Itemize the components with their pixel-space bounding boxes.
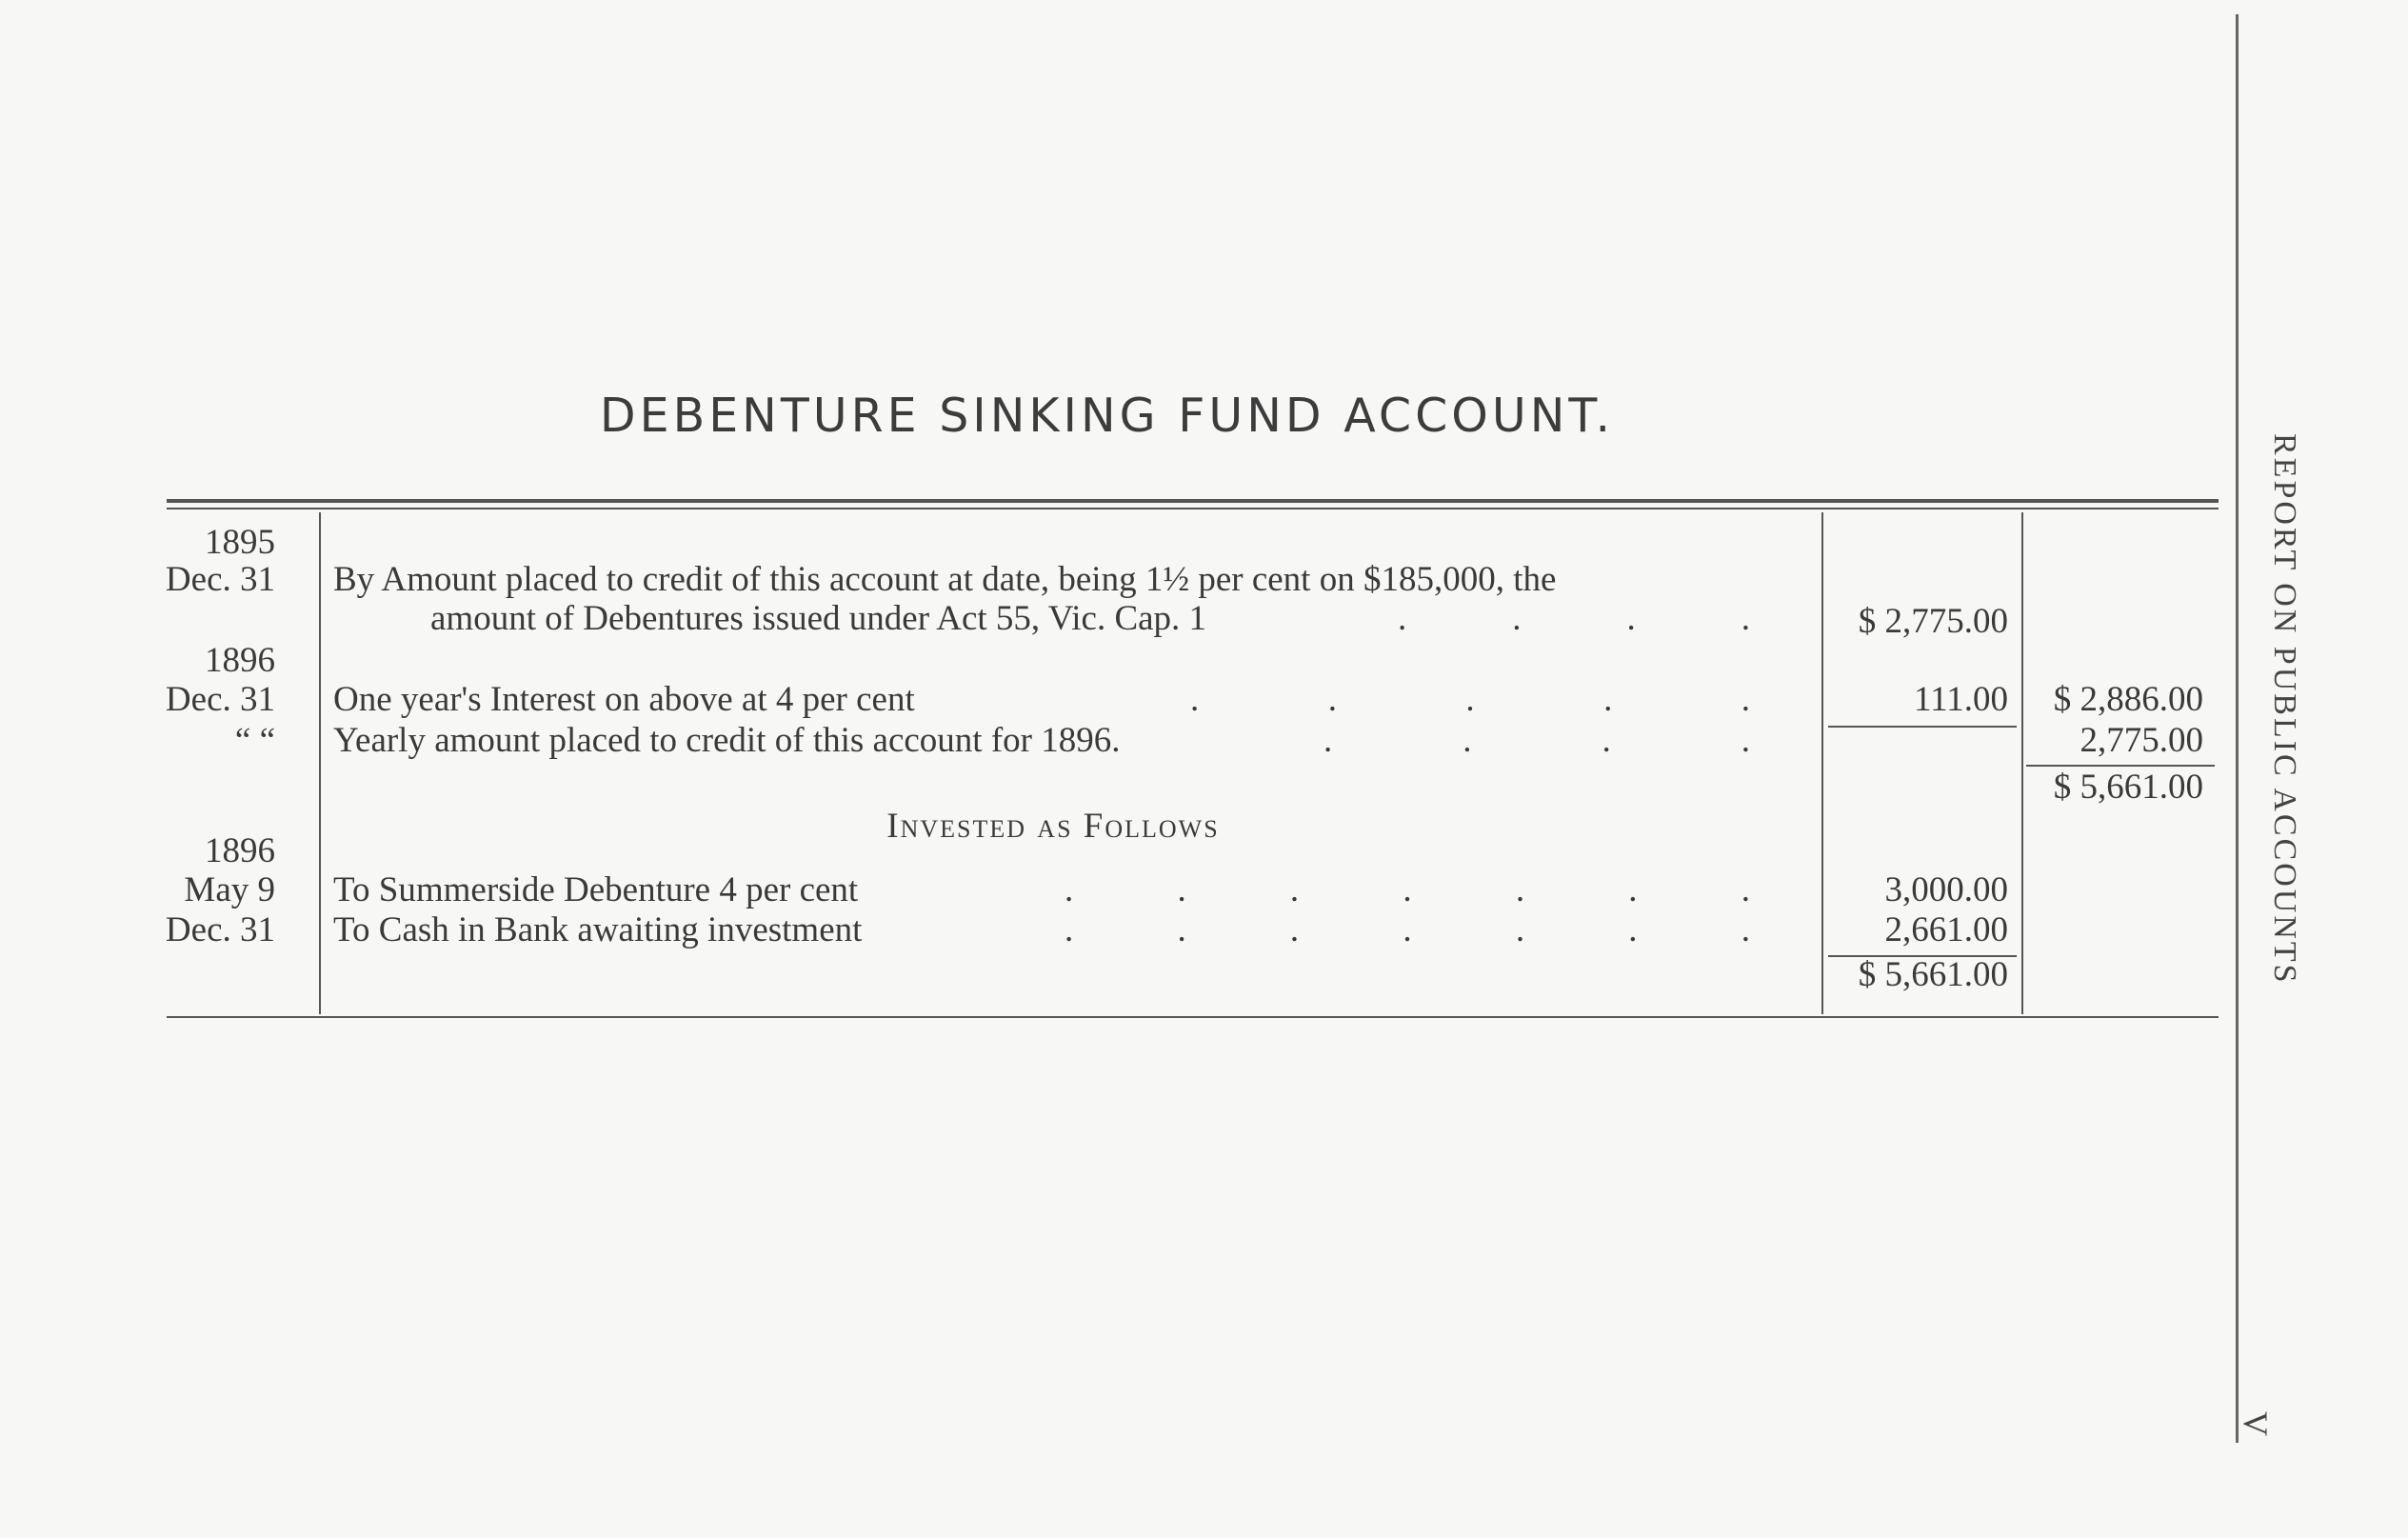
investment-description: To Cash in Bank awaiting investment	[333, 910, 863, 949]
entry-total: 2,775.00	[2080, 721, 2203, 760]
entry-description-line2: amount of Debentures issued under Act 55, Vic. Cap. 1	[430, 599, 1207, 638]
bottom-rule	[167, 1016, 2219, 1018]
leader-dots: . . . . . . .	[1065, 910, 1750, 949]
entry-date: Dec. 31	[165, 560, 275, 599]
investment-date: Dec. 31	[165, 910, 275, 949]
entry-amount: $ 2,775.00	[1858, 602, 2008, 641]
total-column-divider	[2021, 512, 2023, 1014]
subtotal-rule-amount	[1828, 726, 2017, 728]
margin-rule	[2236, 14, 2239, 1443]
leader-dots: . . . .	[1398, 599, 1750, 638]
entry-year: 1895	[205, 523, 275, 562]
entry-date: Dec. 31	[165, 680, 275, 719]
investment-year: 1896	[205, 831, 275, 870]
date-column-divider	[319, 512, 321, 1014]
amount-column-divider	[1821, 512, 1823, 1014]
entry-description: One year's Interest on above at 4 per cent	[333, 680, 915, 719]
invested-total: $ 5,661.00	[1858, 955, 2008, 994]
entry-description: Yearly amount placed to credit of this account for 1896.	[333, 721, 1121, 760]
running-header: REPORT ON PUBLIC ACCOUNTS	[2267, 433, 2302, 986]
top-rule	[167, 499, 2219, 503]
page-marker: V	[2237, 1411, 2275, 1436]
leader-dots: . . . . .	[1190, 680, 1750, 719]
investment-description: To Summerside Debenture 4 per cent	[333, 870, 859, 909]
leader-dots: . . . . . . .	[1065, 870, 1750, 909]
investment-date: May 9	[184, 870, 275, 909]
entry-year: 1896	[205, 641, 275, 680]
entry-total: $ 2,886.00	[2053, 680, 2203, 719]
entry-date: “ “	[234, 721, 275, 760]
top-rule-thin	[167, 508, 2219, 509]
grand-total: $ 5,661.00	[2053, 768, 2203, 807]
subtotal-rule-total	[2026, 765, 2215, 767]
investment-amount: 2,661.00	[1884, 910, 2008, 949]
investment-amount: 3,000.00	[1884, 870, 2008, 909]
invested-header: Invested as Follows	[886, 807, 1220, 846]
entry-amount: 111.00	[1913, 680, 2008, 719]
leader-dots: . . . .	[1323, 721, 1750, 760]
page-title: DEBENTURE SINKING FUND ACCOUNT.	[599, 389, 1615, 443]
entry-description-line1: By Amount placed to credit of this account at date, being 1½ per cent on $185,000, the	[333, 560, 1557, 599]
